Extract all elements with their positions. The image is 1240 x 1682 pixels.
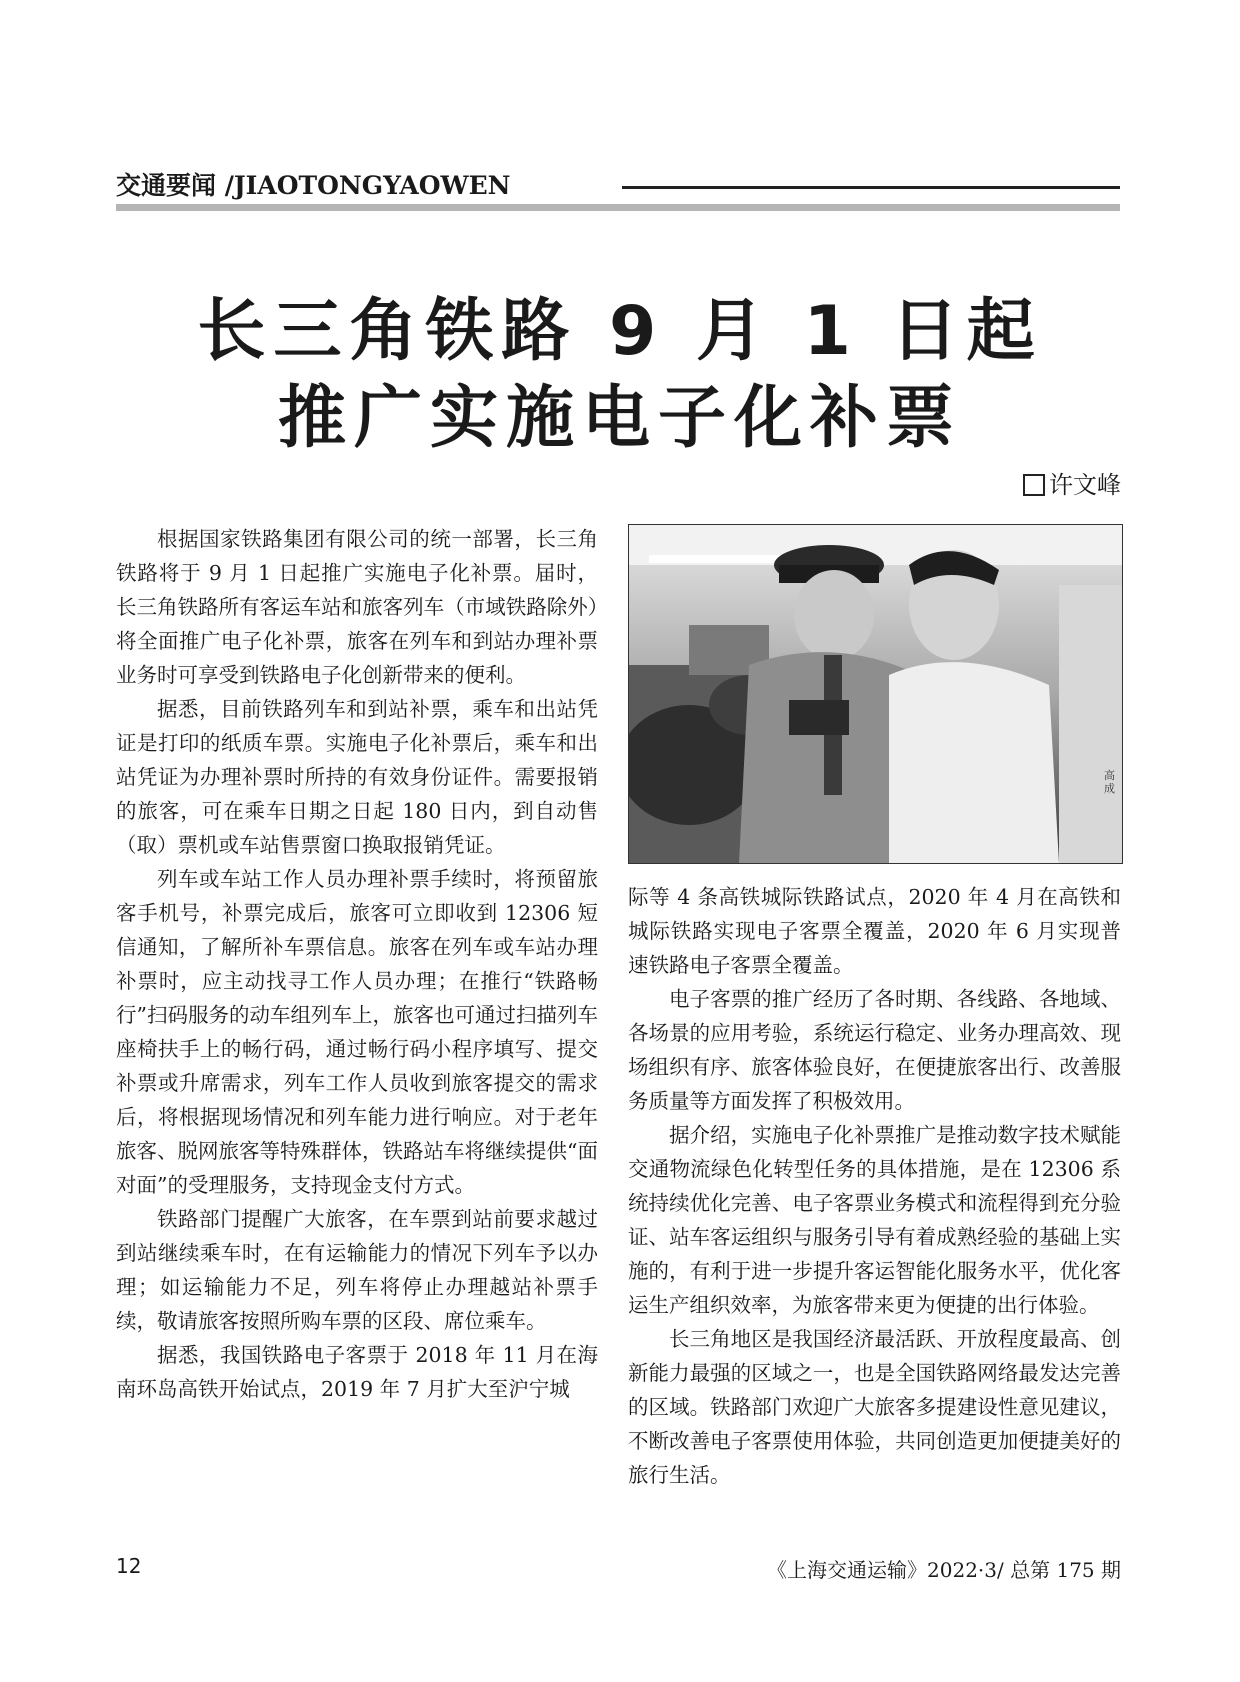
section-header bbox=[116, 168, 1120, 208]
section-label: 交通要闻 /JIAOTONGYAOWEN bbox=[116, 171, 511, 200]
paragraph: 据悉，我国铁路电子客票于 2018 年 11 月在海南环岛高铁开始试点，2019 年 7 月扩大至沪宁城 bbox=[116, 1343, 598, 1401]
paragraph: 铁路部门提醒广大旅客，在车票到站前要求越过到站继续乘车时，在有运输能力的情况下列车予以办理；如运输能力不足，列车将停止办理越站补票手续，敬请旅客按照所购车票的区段、席位乘车。 bbox=[116, 1207, 598, 1333]
paragraph: 列车或车站工作人员办理补票手续时，将预留旅客手机号，补票完成后，旅客可立即收到 12306 短信通知，了解所补车票信息。旅客在列车或车站办理补票时，应主动找寻工作人员办理；在推行“铁路畅行”扫码服务的动车组列车上，旅客也可通过扫描列车座椅扶手上的畅行码，通过畅行码小程序填写、提交补票或升席需求，列车工作人员收到旅客提交的需求后，将根据现场情况和列车能力进行响应。对于老年旅客、脱网旅客等特殊群体，铁路站车将继续提供“面对面”的受理服务，支持现金支付方式。 bbox=[116, 867, 598, 1197]
paragraph: 长三角地区是我国经济最活跃、开放程度最高、创新能力最强的区域之一，也是全国铁路网络最发达完善的区域。铁路部门欢迎广大旅客多提建设性意见建议，不断改善电子客票使用体验，共同创造更加便捷美好的旅行生活。 bbox=[628, 1327, 1121, 1487]
left-column bbox=[116, 522, 598, 1490]
article-title-line-2: 推广实施电子化补票 bbox=[277, 379, 962, 458]
paragraph: 际等 4 条高铁城际铁路试点，2020 年 4 月在高铁和城际铁路实现电子客票全覆盖，2020 年 6 月实现普速铁路电子客票全覆盖。 bbox=[628, 885, 1121, 977]
photo-side-text: 高成 bbox=[1104, 769, 1115, 795]
byline-box-icon bbox=[1023, 474, 1045, 496]
byline bbox=[1023, 469, 1121, 501]
author-name: 许文峰 bbox=[1049, 471, 1121, 499]
header-band bbox=[116, 204, 1120, 211]
paragraph: 根据国家铁路集团有限公司的统一部署，长三角铁路将于 9 月 1 日起推广实施电子化补票。届时，长三角铁路所有客运车站和旅客列车（市域铁路除外）将全面推广电子化补票，旅客在列车和到站办理补票业务时可享受到铁路电子化创新带来的便利。 bbox=[116, 527, 598, 687]
paragraph: 据悉，目前铁路列车和到站补票，乘车和出站凭证是打印的纸质车票。实施电子化补票后，乘车和出站凭证为办理补票时所持的有效身份证件。需要报销的旅客，可在乘车日期之日起 180 日内，到自动售（取）票机或车站售票窗口换取报销凭证。 bbox=[116, 697, 598, 857]
paragraph: 电子客票的推广经历了各时期、各线路、各地域、各场景的应用考验，系统运行稳定、业务办理高效、现场组织有序、旅客体验良好，在便捷旅客出行、改善服务质量等方面发挥了积极效用。 bbox=[628, 987, 1121, 1113]
train-conductor-photo bbox=[629, 525, 1122, 863]
page-number: 12 bbox=[116, 1554, 142, 1578]
paragraph: 据介绍，实施电子化补票推广是推动数字技术赋能交通物流绿色化转型任务的具体措施，是在 12306 系统持续优化完善、电子客票业务模式和流程得到充分验证、站车客运组织与服务引导有着成熟经验的基础上实施的，有利于进一步提升客运智能化服务水平，优化客运生产组织效率，为旅客带来更为便捷的出行体验。 bbox=[628, 1123, 1121, 1317]
article-photo bbox=[628, 524, 1123, 864]
header-rule bbox=[622, 186, 1120, 189]
journal-info: 《上海交通运输》2022·3/ 总第 175 期 bbox=[767, 1558, 1121, 1582]
article-title-line-1: 长三角铁路 9 月 1 日起 bbox=[197, 292, 1043, 371]
right-column bbox=[628, 880, 1121, 1490]
